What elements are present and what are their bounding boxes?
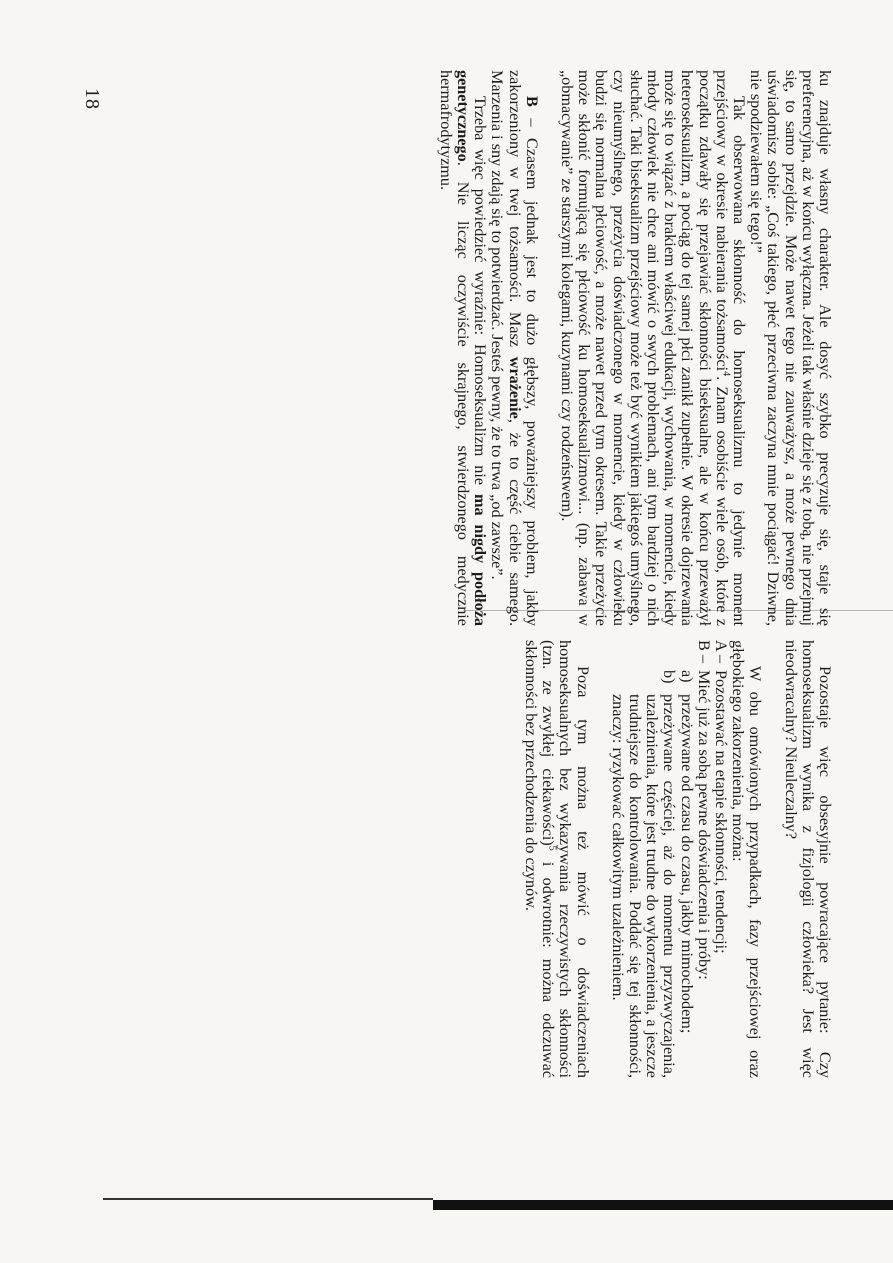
page-number: 18	[81, 88, 103, 110]
left-text-column	[437, 70, 833, 626]
list-item	[712, 640, 729, 1078]
paragraph-text: i odwrotnie: można odczuwać skłonności bez przechodzenia do czynów.	[521, 640, 558, 1078]
list-item-text: Pozostawać na etapie skłonności, tendencji;	[711, 670, 730, 954]
list-item-text: przeżywane od czasu do czasu, jakby mimochodem;	[677, 694, 696, 1034]
list-marker: b)	[660, 670, 679, 684]
bold-text: wrażenie	[505, 356, 524, 419]
list-marker: a)	[677, 670, 696, 683]
paragraph: Pozostaje więc obsesyjnie powracające pytanie: Czy homoseksualizm wynika z fizjologii człowieka? Jest więc nieodwracalny? Nieuleczalny?	[781, 640, 834, 1078]
paragraph-text: Tak obserwowana skłonność do homoseksualizmu to jedynie moment przejściowy w okresie nabierania tożsamości	[712, 70, 748, 626]
paragraph: ku znajduje własny charakter. Ale dosyć szybko precyzuje się, staje się preferencyjna, aż w końcu wyłączna. Jeżeli tak właśnie dzieje się z tobą, nie przejmuj się, to samo przejdzie. Może nawet tego nie zauważysz, a może pewnego dnia uświadomisz sobie: „Coś takiego, płeć przeciwna zaczyna mnie pociągać! Dziwne, nie spodziewałem się tego!”	[747, 70, 834, 626]
list-item-text: przeżywane częściej, aż do momentu przyzwyczajenia, uzależnienia, które jest trudne do wykorzenienia, a jeszcze trudniejsze do kontrolowania. Poddać się tej skłonności, znaczy: ryzykować całkowitym uzależnieniem.	[608, 694, 679, 1078]
sub-list-item	[609, 640, 678, 1078]
paragraph: W obu omówionych przypadkach, fazy przejściowej oraz głębokiego zakorzenienia, można:	[729, 640, 765, 1078]
paragraph	[522, 640, 591, 1078]
paragraph	[558, 70, 747, 626]
footnote-ref: 5	[546, 845, 558, 851]
list-item	[695, 640, 712, 1078]
list-marker: A –	[711, 640, 730, 663]
footnote-ref: 4	[720, 371, 732, 377]
sub-list-item	[677, 640, 694, 1078]
bold-text: ma nigdy podłoża genetycznego	[453, 70, 490, 626]
paragraph-text: – Czasem jednak jest to dużo głębszy, poważniejszy problem, jakby zakorzeniony w twej tożsamości. Masz	[505, 70, 541, 626]
right-text-column	[522, 640, 833, 1078]
section-label: B	[522, 96, 541, 107]
paragraph-text: . Znam osobiście wiele osób, które z początku zdawały się przejawiać skłonności biseksualne, ale w końcu przeważył heteroseksualizm, a pociąg do tej samej płci zanikł zupełnie. W okresie dojrzewania może się to wiązać z brakiem właściwej edukacji, wychowania, w momencie, kiedy młody człowiek nie chce ani mówić o swych problemach, ani tym bardziej o nich słuchać. Taki biseksualizm przejściowy może też być wynikiem jakiegoś umyślnego, czy nieumyślnego, przeżycia doświadczonego w momencie, kiedy w człowieku budzi się normalna płciowość, a może nawet przed tym okresem. Takie przeżycie może skłonić formującą się płciowość ku homoseksualizmowi... (np. zabawa w „obmacywanie” ze starszymi kolegami, kuzynami czy rodzeństwem).	[557, 70, 731, 626]
list-item-text: Mieć już za sobą pewne doświadczenia i próby:	[694, 670, 713, 980]
paragraph-text: Poza tym można też mówić o doświadczeniach homoseksualnych bez wykazywania rzeczywistych skłonności (tzn. ze zwykłej ciekawości)	[539, 640, 592, 1078]
list-marker: B –	[694, 640, 713, 663]
scan-shadow-edge	[433, 1200, 893, 1210]
paragraph-text: Trzeba więc powiedzieć wyraźnie: Homoseksualizm nie	[471, 96, 490, 494]
paragraph	[488, 70, 540, 626]
paragraph-text: , że to część ciebie samego. Marzenia i sny zdają się to potwierdzać. Jesteś pewny, że to trwa „od zawsze”.	[488, 70, 524, 626]
paragraph-text: . Nie licząc oczywiście skrajnego, stwierdzonego medycznie hermafrodytyzmu.	[436, 70, 472, 626]
scan-shadow-edge-thin	[103, 1198, 433, 1200]
paragraph	[437, 70, 489, 626]
